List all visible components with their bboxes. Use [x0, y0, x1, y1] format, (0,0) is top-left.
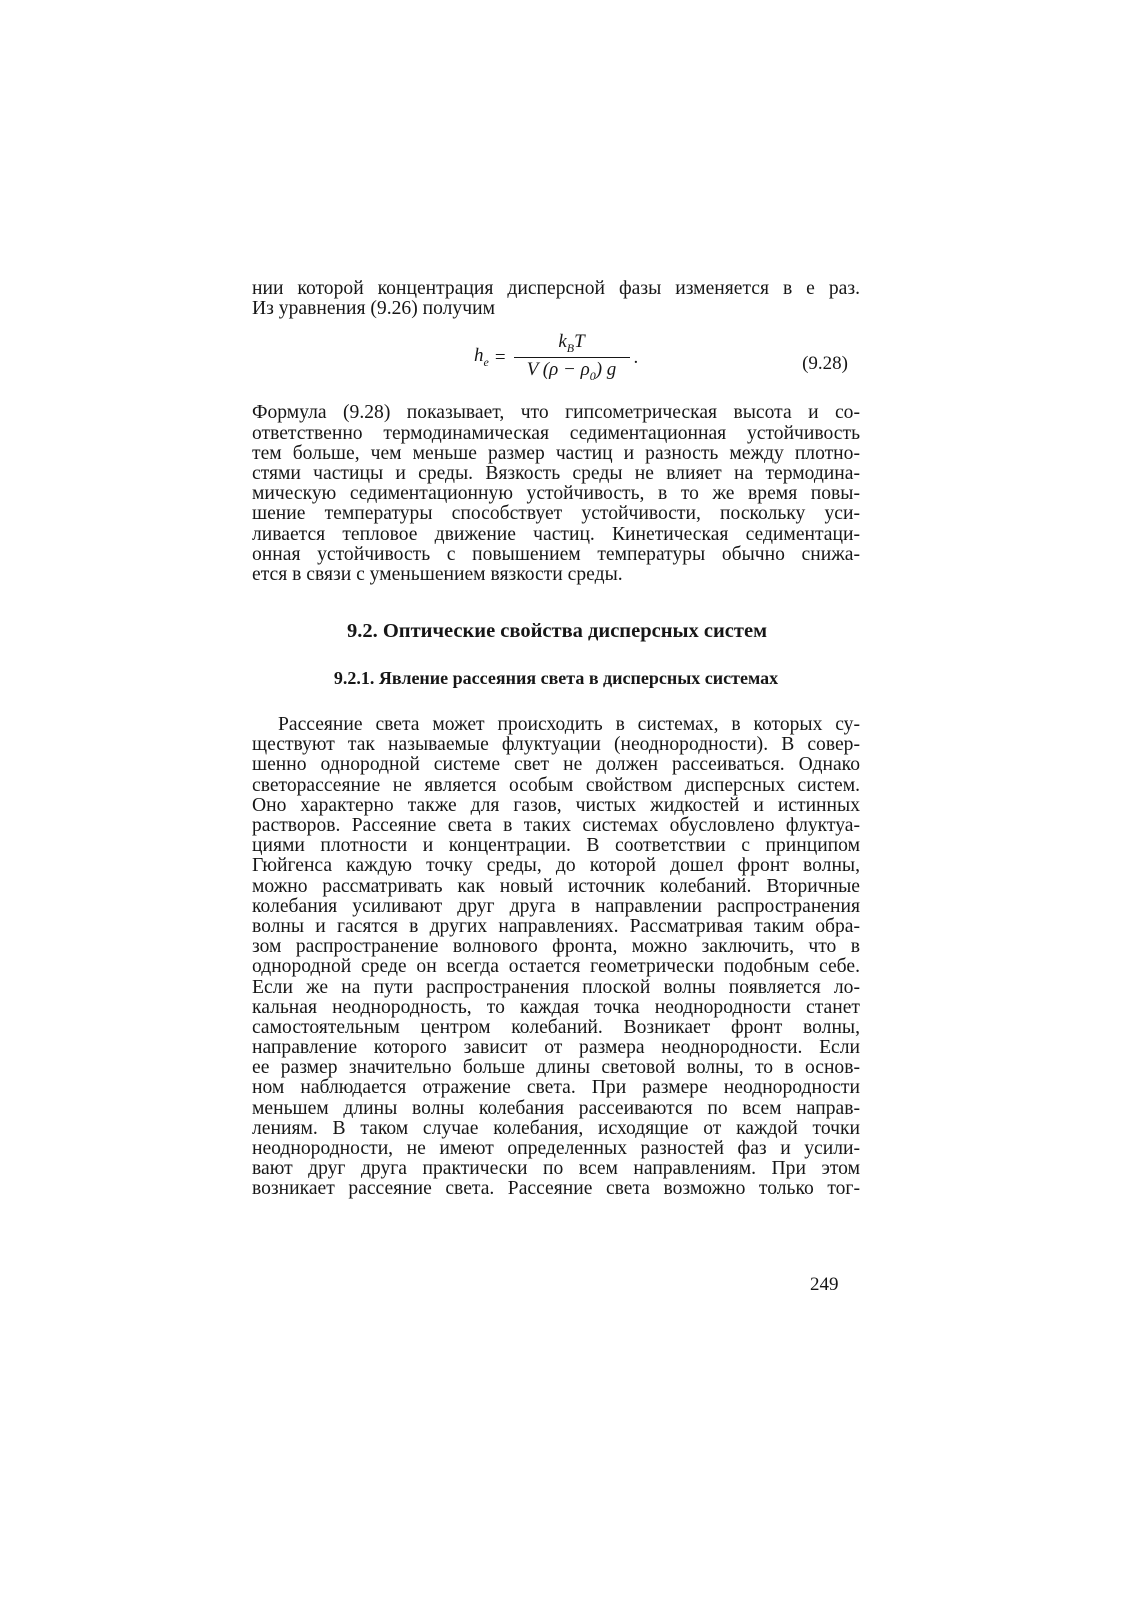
text-line: однородной среде он всегда остается геометрически подобным себе.	[252, 956, 860, 978]
text-line: ется в связи с уменьшением вязкости среды.	[252, 563, 623, 585]
formula	[474, 331, 638, 384]
paragraph-formula-discussion	[252, 403, 860, 585]
text-line: можно рассматривать как новый источник колебаний. Вторичные	[252, 875, 860, 897]
text-line: кальная неоднородность, то каждая точка неоднородности станет	[252, 996, 860, 1018]
formula-numerator: $k_BT$	[514, 331, 630, 358]
text-line: растворов. Рассеяние света в таких системах обусловлено флуктуа-	[252, 815, 860, 836]
text-line: Из уравнения (9.26) получим	[252, 298, 495, 320]
page-number: 249	[810, 1274, 839, 1295]
text-line: тем больше, чем меньше размер частиц и разность между плотно-	[252, 442, 860, 464]
equation-number: (9.28)	[802, 353, 848, 375]
text-line: Гюйгенса каждую точку среды, до которой дошел фронт волны,	[252, 855, 860, 877]
text-line: Формула (9.28) показывает, что гипсометрическая высота и со-	[252, 402, 860, 424]
text-line: меньшем длины волны колебания рассеиваются по всем направ-	[252, 1097, 860, 1119]
text-line: ответственно термодинамическая седиментационная устойчивость	[252, 422, 860, 444]
text-line: неоднородности, не имеют определенных разностей фаз и усили-	[252, 1138, 860, 1159]
formula-lhs: $h_e$	[474, 345, 489, 370]
text-line: ществуют так называемые флуктуации (неоднородности). В совер-	[252, 734, 860, 756]
text-line: шение температуры способствует устойчивости, поскольку уси-	[252, 503, 860, 525]
section-heading: 9.2. Оптические свойства дисперсных систем	[346, 620, 768, 643]
text-line: онная устойчивость с повышением температуры обычно снижа-	[252, 543, 860, 565]
formula-period: .	[633, 346, 639, 368]
paragraph-light-scattering	[252, 715, 860, 1200]
text-line: колебания усиливают друг друга в направлении распространения	[252, 895, 860, 917]
text-line: волны и гасятся в других направлениях. Рассматривая таким обра-	[252, 915, 860, 937]
text-line: ливается тепловое движение частиц. Кинетическая седиментаци-	[252, 523, 860, 545]
text-line: нии которой концентрация дисперсной фазы изменяется в е раз.	[252, 278, 860, 299]
text-line: направление которого зависит от размера неоднородности. Если	[252, 1037, 860, 1059]
text-line: ее размер значительно больше длины световой волны, то в основ-	[252, 1057, 860, 1079]
page-content	[252, 279, 860, 1200]
text-line: мическую седиментационную устойчивость, в то же время повы-	[252, 483, 860, 505]
formula-equals: =	[494, 346, 506, 368]
text-line: вают друг друга практически по всем направлениям. При этом	[252, 1158, 860, 1180]
formula-fraction	[514, 331, 630, 384]
text-line: ном наблюдается отражение света. При размере неоднородности	[252, 1077, 860, 1099]
text-line: зом распространение волнового фронта, можно заключить, что в	[252, 936, 860, 958]
subsection-heading: 9.2.1. Явление рассеяния света в дисперсных системах	[333, 668, 779, 689]
text-line: стями частицы и среды. Вязкость среды не влияет на термодина-	[252, 462, 860, 484]
text-line: лениям. В таком случае колебания, исходящие от каждой точки	[252, 1117, 860, 1139]
intro-text	[252, 279, 860, 319]
text-line: Рассеяние света может происходить в системах, в которых су-	[278, 714, 860, 736]
text-line: Оно характерно также для газов, чистых жидкостей и истинных	[252, 794, 860, 816]
equation-9-28	[252, 323, 860, 393]
text-line: возникает рассеяние света. Рассеяние света возможно только тог-	[252, 1178, 860, 1200]
text-line: светорассеяние не является особым свойством дисперсных систем.	[252, 774, 860, 796]
text-line: Если же на пути распространения плоской волны появляется ло-	[252, 976, 860, 998]
text-line: шенно однородной системе свет не должен рассеиваться. Однако	[252, 754, 860, 776]
formula-denominator: V $(\rho - \rho_0)$ g	[526, 359, 617, 383]
text-line: самостоятельным центром колебаний. Возникает фронт волны,	[252, 1016, 860, 1038]
text-line: циями плотности и концентрации. В соответствии с принципом	[252, 835, 860, 857]
